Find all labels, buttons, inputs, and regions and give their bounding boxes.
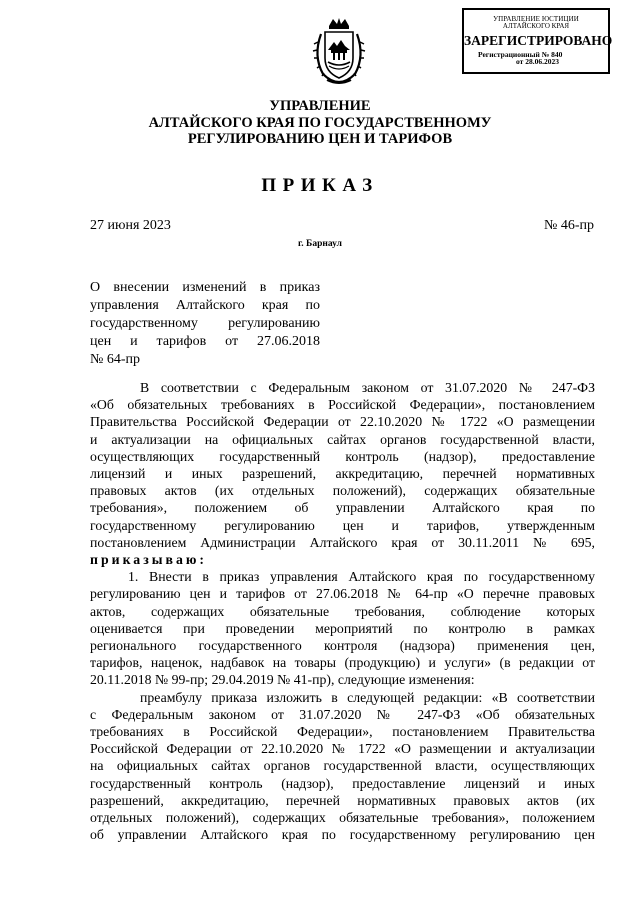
body-line: 20.11.2018 № 99-пр; 29.04.2019 № 41-пр), следующие изменения: xyxy=(90,672,475,688)
body-line: Правительства Российской Федерации от 22.10.2020 № 1722 «О размещении xyxy=(90,414,595,430)
body-line: и актуализации на официальных сайтах органов государственной власти, xyxy=(90,431,595,447)
registration-stamp xyxy=(462,8,613,74)
document-body xyxy=(90,379,595,843)
body-line: государственному регулированию цен и тарифов, утвержденным xyxy=(90,517,595,533)
body-line: с Федеральным законом от 31.07.2020 № 247-ФЗ «Об обязательных xyxy=(90,706,595,722)
coat-of-arms-emblem xyxy=(309,16,369,88)
body-line: регионального государственного контроля (надзора) применения цен, xyxy=(90,638,595,654)
body-line: преамбулу приказа изложить в следующей редакции: «В соответствии xyxy=(140,689,595,705)
header-line-2: АЛТАЙСКОГО КРАЯ ПО ГОСУДАРСТВЕННОМУ xyxy=(148,114,492,131)
subject-line: цен и тарифов от 27.06.2018 xyxy=(90,334,320,349)
body-line: отдельных положений), содержащих обязательные требования», положением xyxy=(90,810,595,826)
stamp-line-2: АЛТАЙСКОГО КРАЯ xyxy=(502,22,570,30)
document-subject xyxy=(90,279,320,369)
document-type-title: ПРИКАЗ xyxy=(261,175,379,196)
agency-header xyxy=(0,98,640,148)
body-line: на официальных сайтах органов государственной власти, осуществляющих xyxy=(90,758,595,774)
body-line: оценивается при проведении мероприятий по контролю в рамках xyxy=(90,620,595,636)
subject-line: государственному регулированию xyxy=(90,316,320,331)
body-line: актов, содержащих обязательные требования, соблюдение которых xyxy=(90,603,595,619)
document-date: 27 июня 2023 xyxy=(90,218,171,233)
document-city: г. Барнаул xyxy=(298,239,342,249)
body-line: правовых актов (их отдельных положений), содержащих обязательные xyxy=(90,483,595,499)
body-line: разрешений, аккредитацию, перечней нормативных правовых актов (их xyxy=(90,792,595,808)
stamp-reg-number: Регистрационный № 840 xyxy=(478,49,563,59)
header-line-1: УПРАВЛЕНИЕ xyxy=(269,98,371,114)
subject-line: № 64-пр xyxy=(90,352,141,367)
body-line: В соответствии с Федеральным законом от 31.07.2020 № 247-ФЗ xyxy=(140,380,595,395)
subject-line: управления Алтайского края по xyxy=(90,298,320,313)
body-line: государственный контроль (надзор), предоставление лицензий и иных xyxy=(90,775,595,791)
stamp-status: ЗАРЕГИСТРИРОВАНО xyxy=(464,33,613,48)
document-number: № 46-пр xyxy=(543,218,594,233)
body-line: требования», положением об управлении Алтайского края по xyxy=(90,500,595,516)
order-keyword: приказываю: xyxy=(90,552,208,568)
stamp-line-1: УПРАВЛЕНИЕ ЮСТИЦИИ xyxy=(493,15,579,23)
body-line: Российской Федерации от 22.10.2020 № 1722 «О размещении и актуализации xyxy=(90,741,595,757)
subject-line: О внесении изменений в приказ xyxy=(90,280,320,295)
body-line: «Об обязательных требованиях в Российской Федерации», постановлением xyxy=(90,397,595,413)
body-line: регулированию цен и тарифов от 27.06.2018 № 64-пр «О перечне правовых xyxy=(90,586,595,602)
stamp-reg-date: от 28.06.2023 xyxy=(516,57,559,66)
body-line: об управлении Алтайского края по государственному регулированию цен xyxy=(90,827,595,843)
body-line: лицензий и иных разрешений, аккредитацию, перечней нормативных xyxy=(90,466,595,482)
body-line: осуществляющих государственный контроль (надзор), предоставление xyxy=(90,448,595,464)
body-line: 1. Внести в приказ управления Алтайского края по государственному xyxy=(128,569,595,585)
header-line-3: РЕГУЛИРОВАНИЮ ЦЕН И ТАРИФОВ xyxy=(187,131,453,147)
body-line: постановлением Администрации Алтайского края от 30.11.2011 № 695, xyxy=(90,534,595,550)
body-line: требованиях в Российской Федерации», постановлением Правительства xyxy=(90,724,595,740)
body-line: тарифов, наценок, надбавок на товары (продукцию) и услуги» (в редакции от xyxy=(90,655,595,671)
